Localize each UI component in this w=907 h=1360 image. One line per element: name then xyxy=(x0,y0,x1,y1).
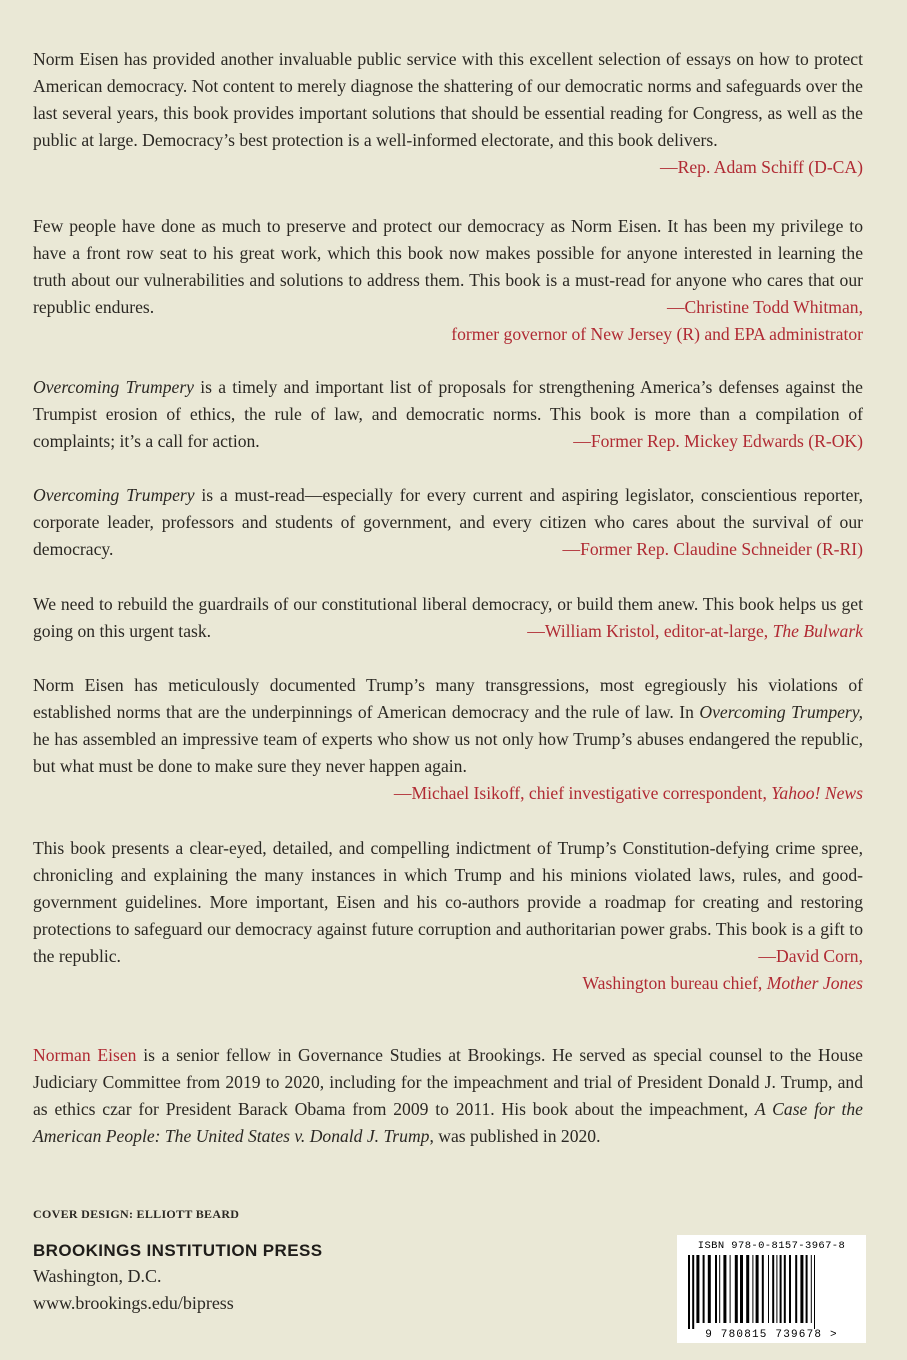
barcode-bar xyxy=(688,1255,690,1329)
barcode-bar xyxy=(703,1255,705,1323)
blurb-whitman xyxy=(33,213,863,348)
attribution: —Rep. Adam Schiff (D-CA) xyxy=(660,157,863,177)
barcode-bar xyxy=(692,1255,694,1329)
attribution: —William Kristol, editor-at-large, The Bulwark xyxy=(527,621,863,641)
attribution: —Michael Isikoff, chief investigative correspondent, Yahoo! News xyxy=(393,783,863,803)
blurb-text: is a must-read—especially for every current and aspiring legislator, conscientious reporter, corporate leader, professors and students of government, and every citizen who cares about the survival of our democracy. xyxy=(33,485,864,559)
isbn-label: ISBN 978-0-8157-3967-8 xyxy=(697,1240,846,1252)
barcode-bars xyxy=(680,1255,863,1329)
attribution: —Former Rep. Claudine Schneider (R-RI) xyxy=(562,539,863,559)
cover-design-credit: COVER DESIGN: ELLIOTT BEARD xyxy=(33,1207,240,1221)
barcode-bar xyxy=(800,1255,803,1323)
publisher-url: www.brookings.edu/bipress xyxy=(33,1293,234,1313)
barcode-bar xyxy=(756,1255,759,1323)
publication-name: Yahoo! News xyxy=(771,783,863,803)
publisher-city: Washington, D.C. xyxy=(33,1266,162,1286)
barcode-bar xyxy=(730,1255,731,1323)
barcode-bar xyxy=(723,1255,726,1323)
barcode-bar xyxy=(780,1255,782,1323)
bio-text-cont: , was published in 2020. xyxy=(429,1126,601,1146)
blurb-corn xyxy=(33,835,863,997)
blurb-text: Norm Eisen has meticulously documented Trump’s many transgressions, most egregiously his violations of established norms that are the underpinnings of American democracy and the rule of law. In xyxy=(33,675,863,722)
attribution: —David Corn, xyxy=(758,946,863,966)
blurb-text-cont: he has assembled an impressive team of experts who show us not only how Trump’s abuses endangered the republic, but what must be done to make sure they never happen again. xyxy=(33,729,863,776)
author-bio xyxy=(33,1042,863,1150)
barcode-bar xyxy=(752,1255,753,1323)
attribution-line2: Washington bureau chief, Mother Jones xyxy=(582,973,863,993)
barcode-bar xyxy=(789,1255,791,1323)
book-title: A Case for the American People: The United States v. Donald J. Trump xyxy=(33,1099,863,1146)
blurb-text: Few people have done as much to preserve and protect our democracy as Norm Eisen. It has been my privilege to have a front row seat to his great work, which this book now makes possible for anyone interested in learning the truth about our vulnerabilities and solutions to address them. This book is a must-read for anyone who cares that our republic endures. xyxy=(33,216,863,317)
blurb-schneider xyxy=(33,482,863,563)
blurb-text: This book presents a clear-eyed, detailed, and compelling indictment of Trump’s Constitution-defying crime spree, chronicling and explaining the many instances in which Trump and his minions violated laws, rules, and good-government guidelines. More important, Eisen and his co-authors provide a roadmap for creating and restoring protections to safeguard our democracy against future corruption and authoritarian power grabs. This book is a gift to the republic. xyxy=(33,838,863,966)
barcode-bar xyxy=(806,1255,808,1323)
blurb-text: We need to rebuild the guardrails of our constitutional liberal democracy, or build them anew. This book helps us get going on this urgent task. xyxy=(33,594,863,641)
attribution: —Christine Todd Whitman, xyxy=(666,297,863,317)
publication-name: The Bulwark xyxy=(772,621,863,641)
blurb-text: Norm Eisen has provided another invaluable public service with this excellent selection of essays on how to protect American democracy. Not content to merely diagnose the shattering of our democratic norms and safeguards over the last several years, this book provides important solutions that should be essential reading for Congress, as well as the public at large. Democracy’s best protection is a well-informed electorate, and this book delivers. xyxy=(33,49,863,150)
barcode-bar xyxy=(762,1255,764,1323)
barcode-bar xyxy=(696,1255,699,1323)
blurb-kristol xyxy=(33,591,863,645)
barcode-bar xyxy=(811,1255,812,1323)
barcode-bar xyxy=(715,1255,717,1323)
barcode-bar xyxy=(772,1255,774,1323)
blurb-isikoff xyxy=(33,672,863,807)
barcode-bar xyxy=(768,1255,769,1323)
book-title: Overcoming Trumpery, xyxy=(699,702,864,722)
publisher-name: BROOKINGS INSTITUTION PRESS xyxy=(33,1241,323,1260)
bio-text: is a senior fellow in Governance Studies at Brookings. He served as special counsel to the House Judiciary Committee from 2019 to 2020, including for the impeachment and trial of President Donald J. Trump, and as ethics czar for President Barack Obama from 2009 to 2011. His book about the impeachment, xyxy=(33,1045,863,1119)
attribution: —Former Rep. Mickey Edwards (R-OK) xyxy=(573,431,863,451)
attribution-line2: former governor of New Jersey (R) and EPA administrator xyxy=(451,324,863,344)
barcode-bar xyxy=(735,1255,738,1323)
barcode-bar xyxy=(740,1255,743,1323)
book-title: Overcoming Trumpery xyxy=(33,485,195,505)
barcode-bar xyxy=(784,1255,786,1323)
isbn-barcode xyxy=(677,1235,866,1343)
publication-name: Mother Jones xyxy=(766,973,863,993)
book-title: Overcoming Trumpery xyxy=(33,377,194,397)
barcode-bar xyxy=(708,1255,711,1323)
barcode-bar xyxy=(719,1255,720,1323)
blurb-schiff xyxy=(33,46,863,181)
barcode-bar xyxy=(746,1255,749,1323)
blurb-edwards xyxy=(33,374,863,455)
barcode-bar xyxy=(776,1255,777,1323)
author-name: Norman Eisen xyxy=(33,1045,137,1065)
barcode-digits: 9 780815 739678 > xyxy=(705,1329,838,1341)
barcode-bar xyxy=(814,1255,815,1329)
barcode-bar xyxy=(795,1255,797,1323)
blurb-text: is a timely and important list of proposals for strengthening America’s defenses against the Trumpist erosion of ethics, the rule of law, and democratic norms. This book is more than a compilation of complaints; it’s a call for action. xyxy=(33,377,863,451)
